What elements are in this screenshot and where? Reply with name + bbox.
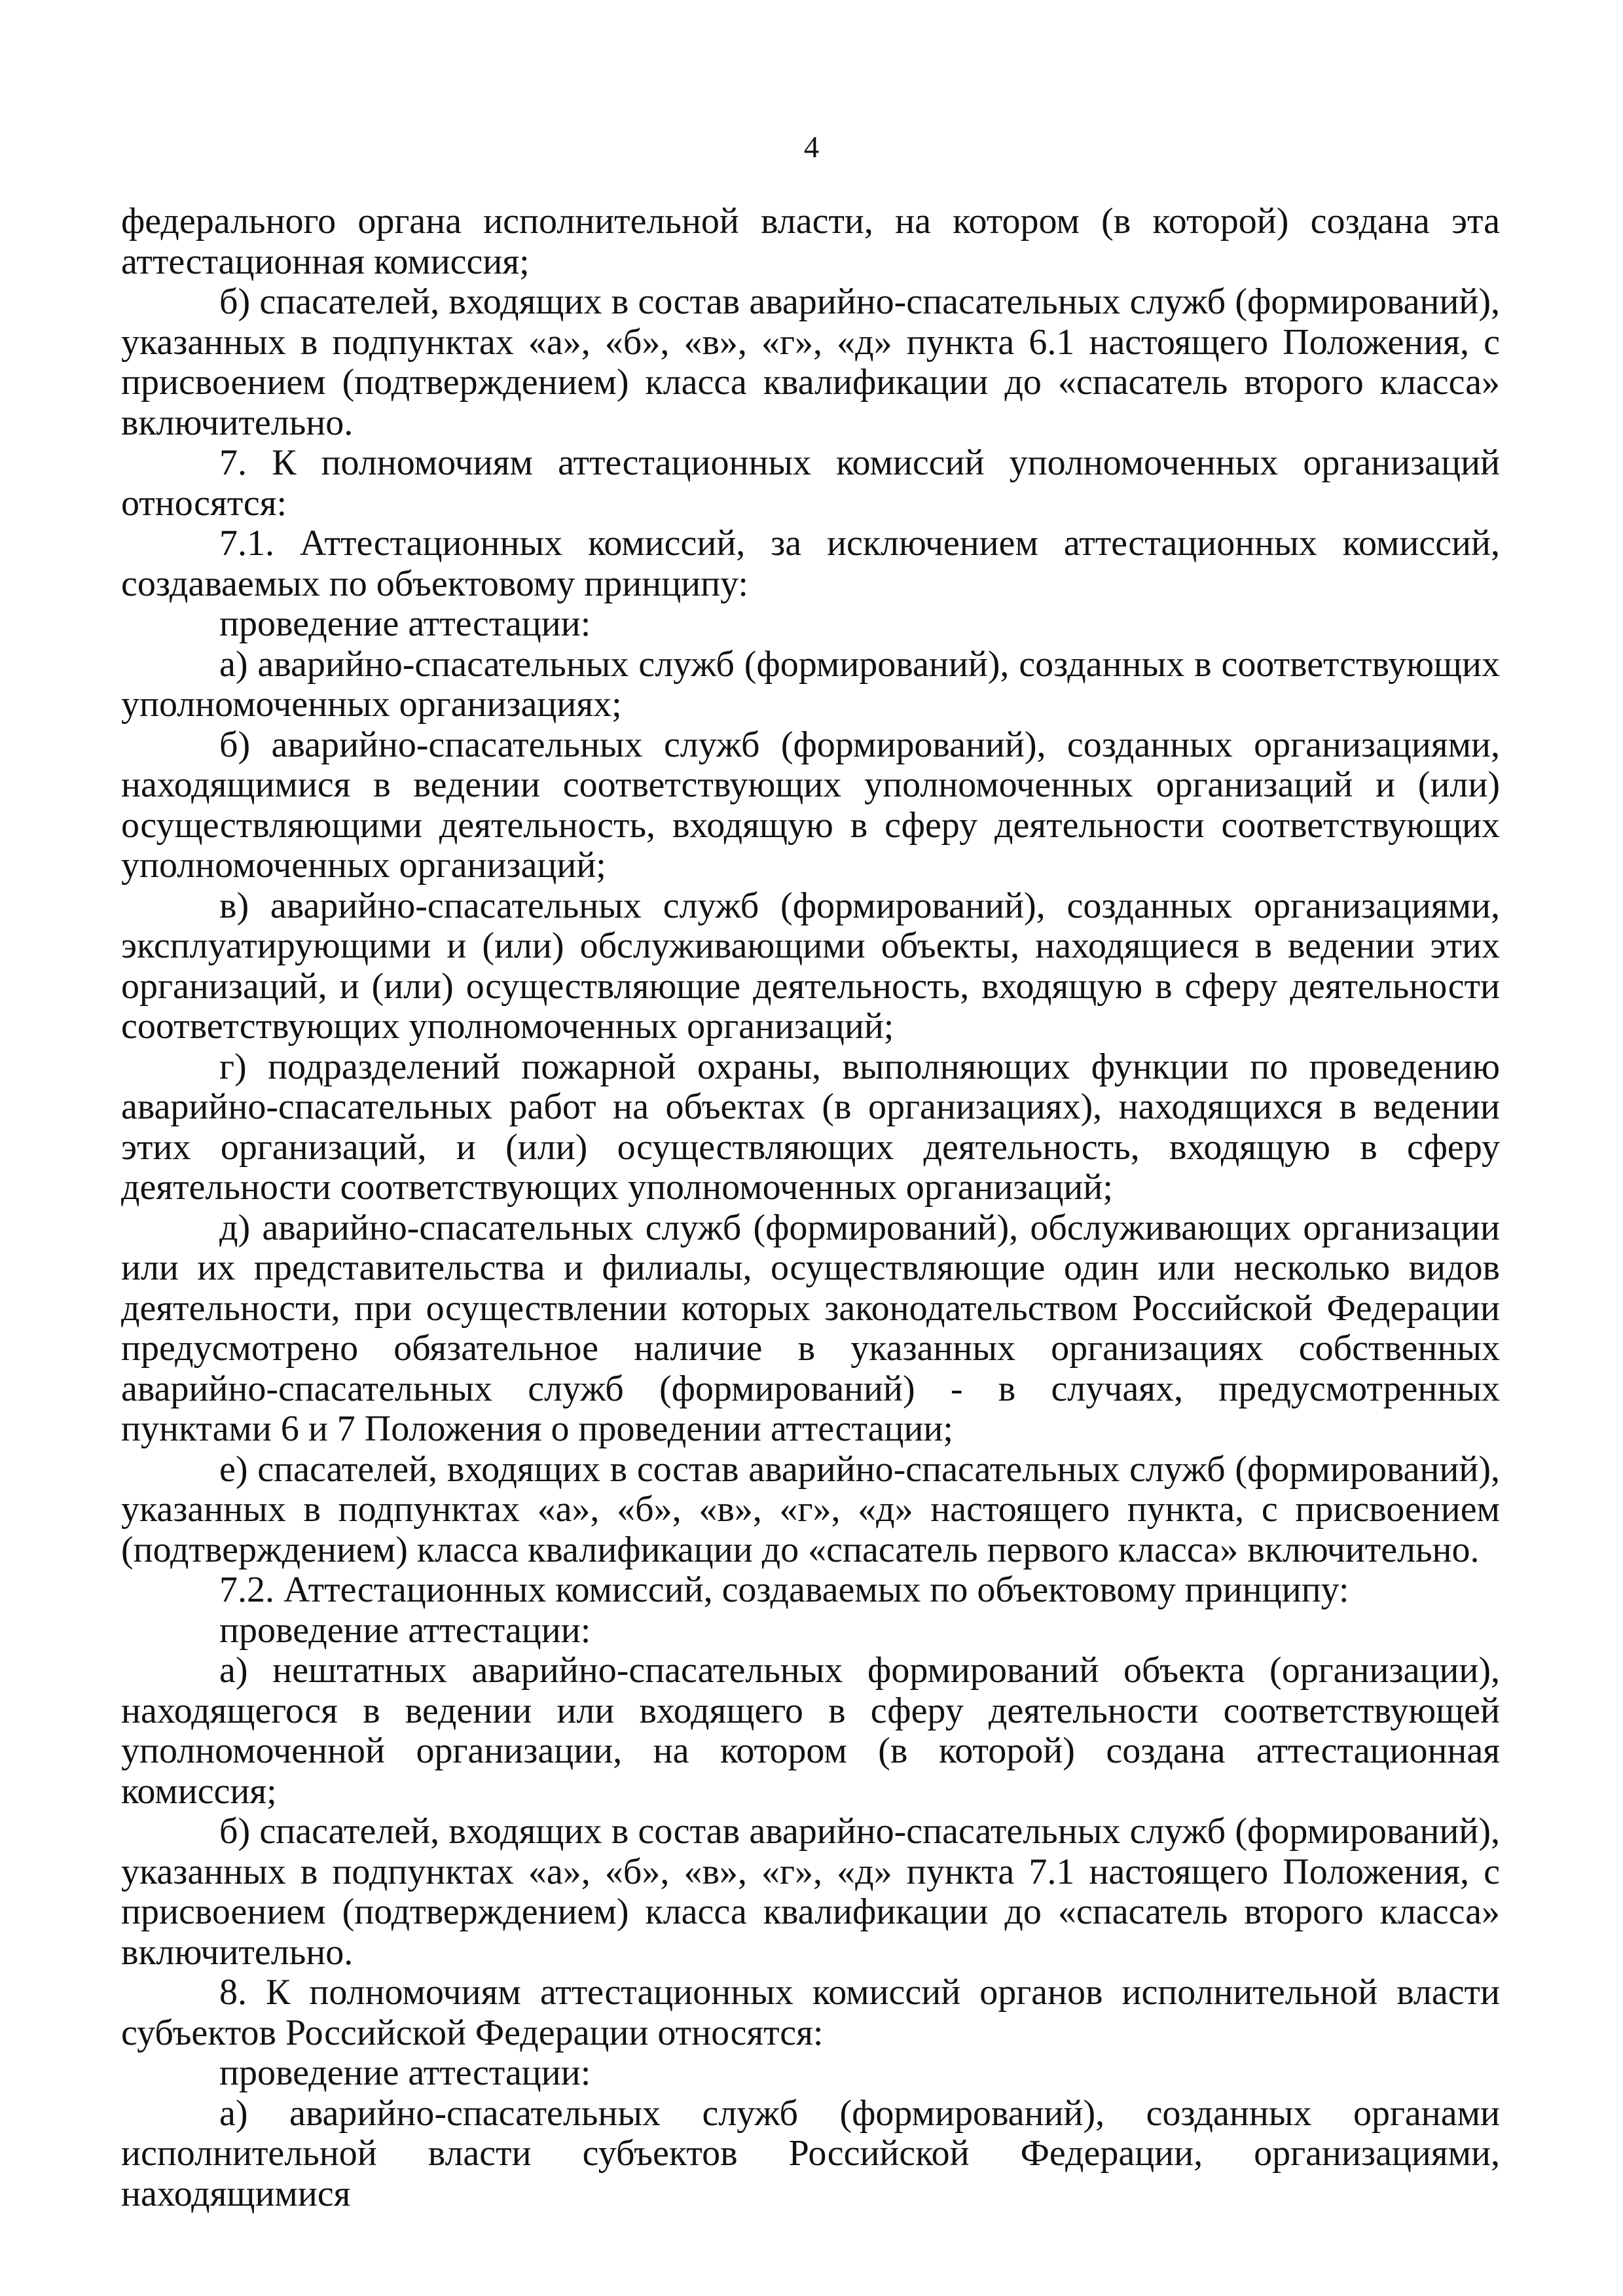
paragraph-6-item-b: б) спасателей, входящих в состав аварийно-спасательных служб (формирований), указанных в подпунктах «а», «б», «в», «г», «д» пункта 6.1 настоящего Положения, с присвоением (подтверждением) класса квалификации до «спасатель второго класса» включительно.	[121, 281, 1500, 443]
paragraph-7: 7. К полномочиям аттестационных комиссий уполномоченных организаций относятся:	[121, 442, 1500, 524]
paragraph-7-1-item-d: д) аварийно-спасательных служб (формирований), обслуживающих организации или их представительства и филиалы, осуществляющие один или несколько видов деятельности, при осуществлении которых законодательством Российской Федерации предусмотрено обязательное наличие в указанных организациях собственных аварийно-спасательных служб (формирований) - в случаях, предусмотренных пунктами 6 и 7 Положения о проведении аттестации;	[121, 1207, 1500, 1449]
paragraph-7-1-item-b: б) аварийно-спасательных служб (формирований), созданных организациями, находящимися в ведении соответствующих уполномоченных организаций и (или) осуществляющими деятельность, входящую в сферу деятельности соответствующих уполномоченных организаций;	[121, 724, 1500, 886]
paragraph-continuation: федерального органа исполнительной власти, на котором (в которой) создана эта аттестационная комиссия;	[121, 201, 1500, 282]
page-number: 4	[803, 130, 820, 164]
paragraph-7-1-item-g: г) подразделений пожарной охраны, выполняющих функции по проведению аварийно-спасательных работ на объектах (в организациях), находящихся в ведении этих организаций, и (или) осуществляющих деятельность, входящую в сферу деятельности соответствующих уполномоченных организаций;	[121, 1046, 1500, 1208]
paragraph-7-2: 7.2. Аттестационных комиссий, создаваемых по объектовому принципу:	[219, 1570, 1349, 1610]
paragraph-8: 8. К полномочиям аттестационных комиссий органов исполнительной власти субъектов Российской Федерации относятся:	[121, 1972, 1500, 2053]
paragraph-7-1: 7.1. Аттестационных комиссий, за исключением аттестационных комиссий, создаваемых по объектовому принципу:	[121, 523, 1500, 604]
paragraph-7-2-intro: проведение аттестации:	[219, 1609, 591, 1651]
paragraph-7-2-item-b: б) спасателей, входящих в состав аварийно-спасательных служб (формирований), указанных в подпунктах «а», «б», «в», «г», «д» пункта 7.1 настоящего Положения, с присвоением (подтверждением) класса квалификации до «спасатель второго класса» включительно.	[121, 1811, 1500, 1973]
document-body	[121, 202, 1500, 2214]
paragraph-8-item-a: а) аварийно-спасательных служб (формирований), созданных органами исполнительной власти субъектов Российской Федерации, организациями, находящимися	[121, 2092, 1500, 2214]
paragraph-7-1-item-a: а) аварийно-спасательных служб (формирований), созданных в соответствующих уполномоченных организациях;	[121, 643, 1500, 725]
paragraph-7-1-item-v: в) аварийно-спасательных служб (формирований), созданных организациями, эксплуатирующими и (или) обслуживающими объекты, находящиеся в ведении этих организаций, и (или) осуществляющие деятельность, входящую в сферу деятельности соответствующих уполномоченных организаций;	[121, 885, 1500, 1047]
paragraph-7-2-item-a: а) нештатных аварийно-спасательных формирований объекта (организации), находящегося в ведении или входящего в сферу деятельности соответствующей уполномоченной организации, на котором (в которой) создана аттестационная комиссия;	[121, 1650, 1500, 1812]
paragraph-7-1-intro: проведение аттестации:	[219, 603, 591, 644]
paragraph-7-1-item-e: е) спасателей, входящих в состав аварийно-спасательных служб (формирований), указанных в подпунктах «а», «б», «в», «г», «д» настоящего пункта, с присвоением (подтверждением) класса квалификации до «спасатель первого класса» включительно.	[121, 1448, 1500, 1570]
paragraph-8-intro: проведение аттестации:	[219, 2053, 591, 2093]
